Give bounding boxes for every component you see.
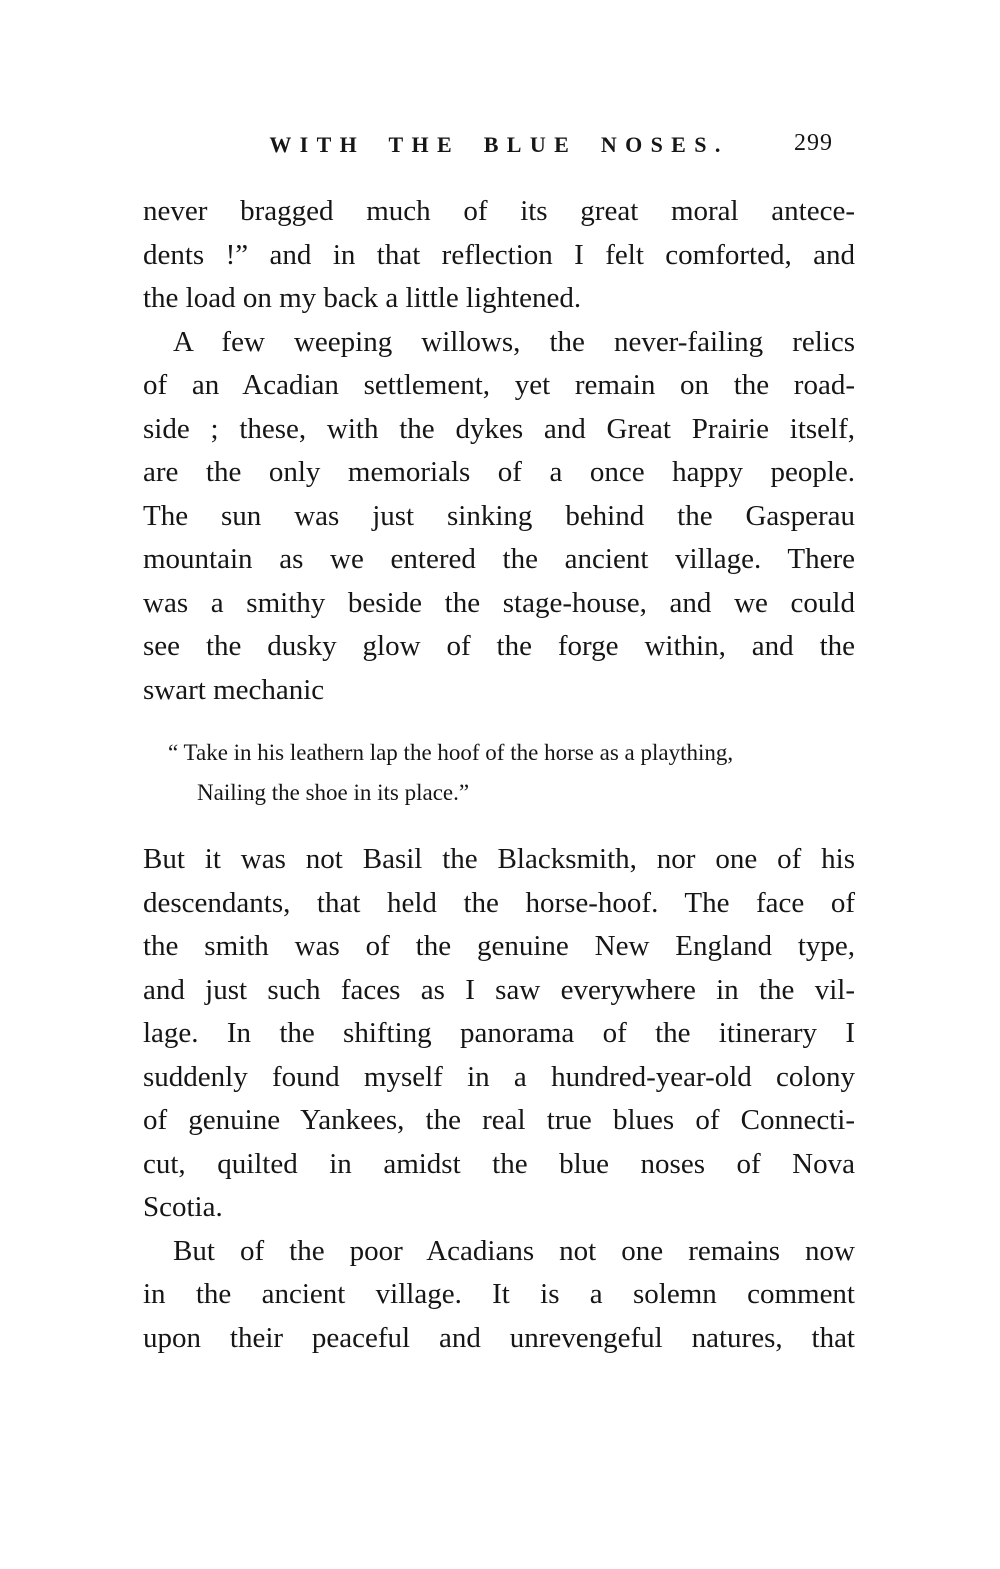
text-line: of an Acadian settlement, yet remain on the road- [143,369,855,401]
text-column [143,130,855,1360]
paragraph [143,1230,855,1361]
text-line: mountain as we entered the ancient village. There [143,543,855,575]
text-line: upon their peaceful and unrevengeful natures, that [143,1321,855,1354]
text-line: and just such faces as I saw everywhere in the vil- [143,973,855,1006]
text-line: swart mechanic [143,673,325,706]
paragraph [143,190,855,321]
text-line: see the dusky glow of the forge within, and the [143,630,855,662]
text-line: A few weeping willows, the never-failing relics [173,325,855,358]
text-line: in the ancient village. It is a solemn comment [143,1278,855,1310]
verse-quote [143,733,855,813]
page-number: 299 [794,130,833,156]
text-line: the smith was of the genuine New England type, [143,930,855,962]
text-line: are the only memorials of a once happy people. [143,456,855,488]
text-line: of genuine Yankees, the real true blues of Connecti- [143,1104,855,1136]
text-line: Scotia. [143,1191,223,1223]
text-line: But of the poor Acadians not one remains now [173,1234,855,1267]
text-line: was a smithy beside the stage-house, and we could [143,586,855,619]
page-body [143,190,855,1360]
text-line: The sun was just sinking behind the Gasperau [143,499,855,532]
running-header-title: WITH THE BLUE NOSES. [269,132,729,157]
paragraph [143,838,855,1230]
text-line: never bragged much of its great moral antece- [143,195,855,227]
text-line: suddenly found myself in a hundred-year-old colony [143,1060,855,1093]
text-line: But it was not Basil the Blacksmith, nor one of his [143,843,855,875]
text-line: “ Take in his leathern lap the hoof of the horse as a plaything, [168,740,734,765]
text-line: dents !” and in that reflection I felt comforted, and [143,238,855,271]
paragraph [143,321,855,713]
text-line: the load on my back a little lightened. [143,282,582,314]
text-line: lage. In the shifting panorama of the itinerary I [143,1017,855,1049]
text-line: cut, quilted in amidst the blue noses of Nova [143,1147,855,1180]
text-line: side ; these, with the dykes and Great Prairie itself, [143,412,855,445]
running-header [143,130,855,160]
text-line: Nailing the shoe in its place.” [197,780,470,805]
text-line: descendants, that held the horse-hoof. The face of [143,886,855,919]
